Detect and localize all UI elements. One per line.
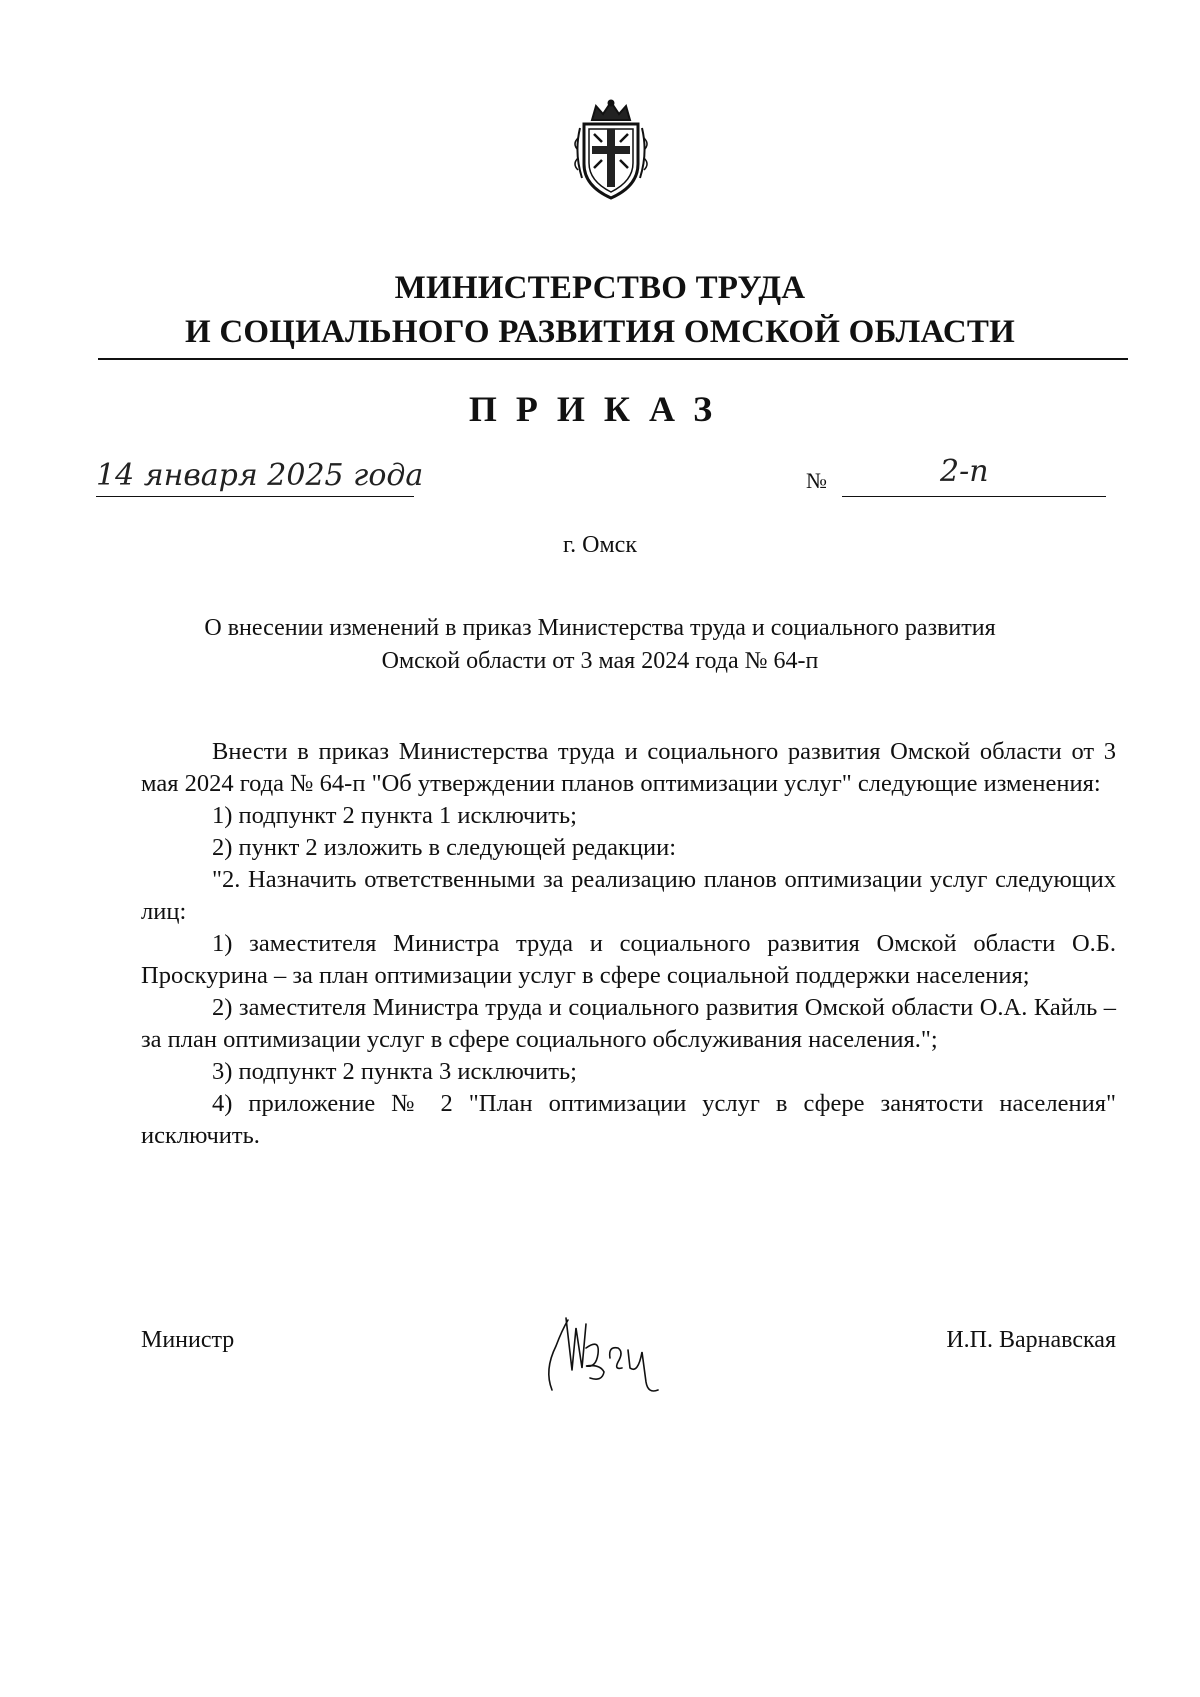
organization-name-line2: И СОЦИАЛЬНОГО РАЗВИТИЯ ОМСКОЙ ОБЛАСТИ [185, 314, 1015, 350]
document-date: 14 января 2025 года [96, 458, 424, 493]
number-underline [842, 496, 1106, 497]
body-paragraph: 1) заместителя Министра труда и социального развития Омской области О.Б. Проскурина – за план оптимизации услуг в сфере социальной поддержки населения; [141, 930, 1116, 989]
document-body [141, 736, 1116, 1152]
body-paragraph: "2. Назначить ответственными за реализацию планов оптимизации услуг следующих лиц: [141, 866, 1116, 925]
date-underline [96, 496, 414, 497]
body-paragraph: 2) заместителя Министра труда и социального развития Омской области О.А. Кайль – за план оптимизации услуг в сфере социального обслуживания населения."; [141, 994, 1116, 1053]
handwritten-signature-icon [538, 1298, 678, 1398]
body-paragraph: 4) приложение № 2 "План оптимизации услуг в сфере занятости населения" исключить. [141, 1090, 1116, 1149]
body-paragraph: 2) пункт 2 изложить в следующей редакции: [212, 834, 677, 861]
header-divider [98, 358, 1128, 360]
document-subject [150, 612, 1050, 678]
document-type: ПРИКАЗ [468, 389, 732, 429]
organization-name-line1: МИНИСТЕРСТВО ТРУДА [394, 270, 806, 306]
document-city: г. Омск [563, 532, 637, 558]
document-number: 2-п [940, 454, 989, 489]
body-paragraph: 3) подпункт 2 пункта 3 исключить; [212, 1058, 577, 1085]
body-paragraph: Внести в приказ Министерства труда и социального развития Омской области от 3 мая 2024 года № 64-п "Об утверждении планов оптимизации услуг" следующие изменения: [141, 738, 1116, 797]
signatory-title: Министр [141, 1327, 235, 1353]
number-label: № [806, 468, 827, 493]
omsk-region-coat-of-arms-icon [570, 98, 652, 202]
body-paragraph: 1) подпункт 2 пункта 1 исключить; [212, 802, 577, 829]
subject-line2: Омской области от 3 мая 2024 года № 64-п [381, 648, 819, 674]
subject-line1: О внесении изменений в приказ Министерства труда и социального развития [204, 615, 996, 641]
signatory-name: И.П. Варнавская [946, 1327, 1116, 1353]
